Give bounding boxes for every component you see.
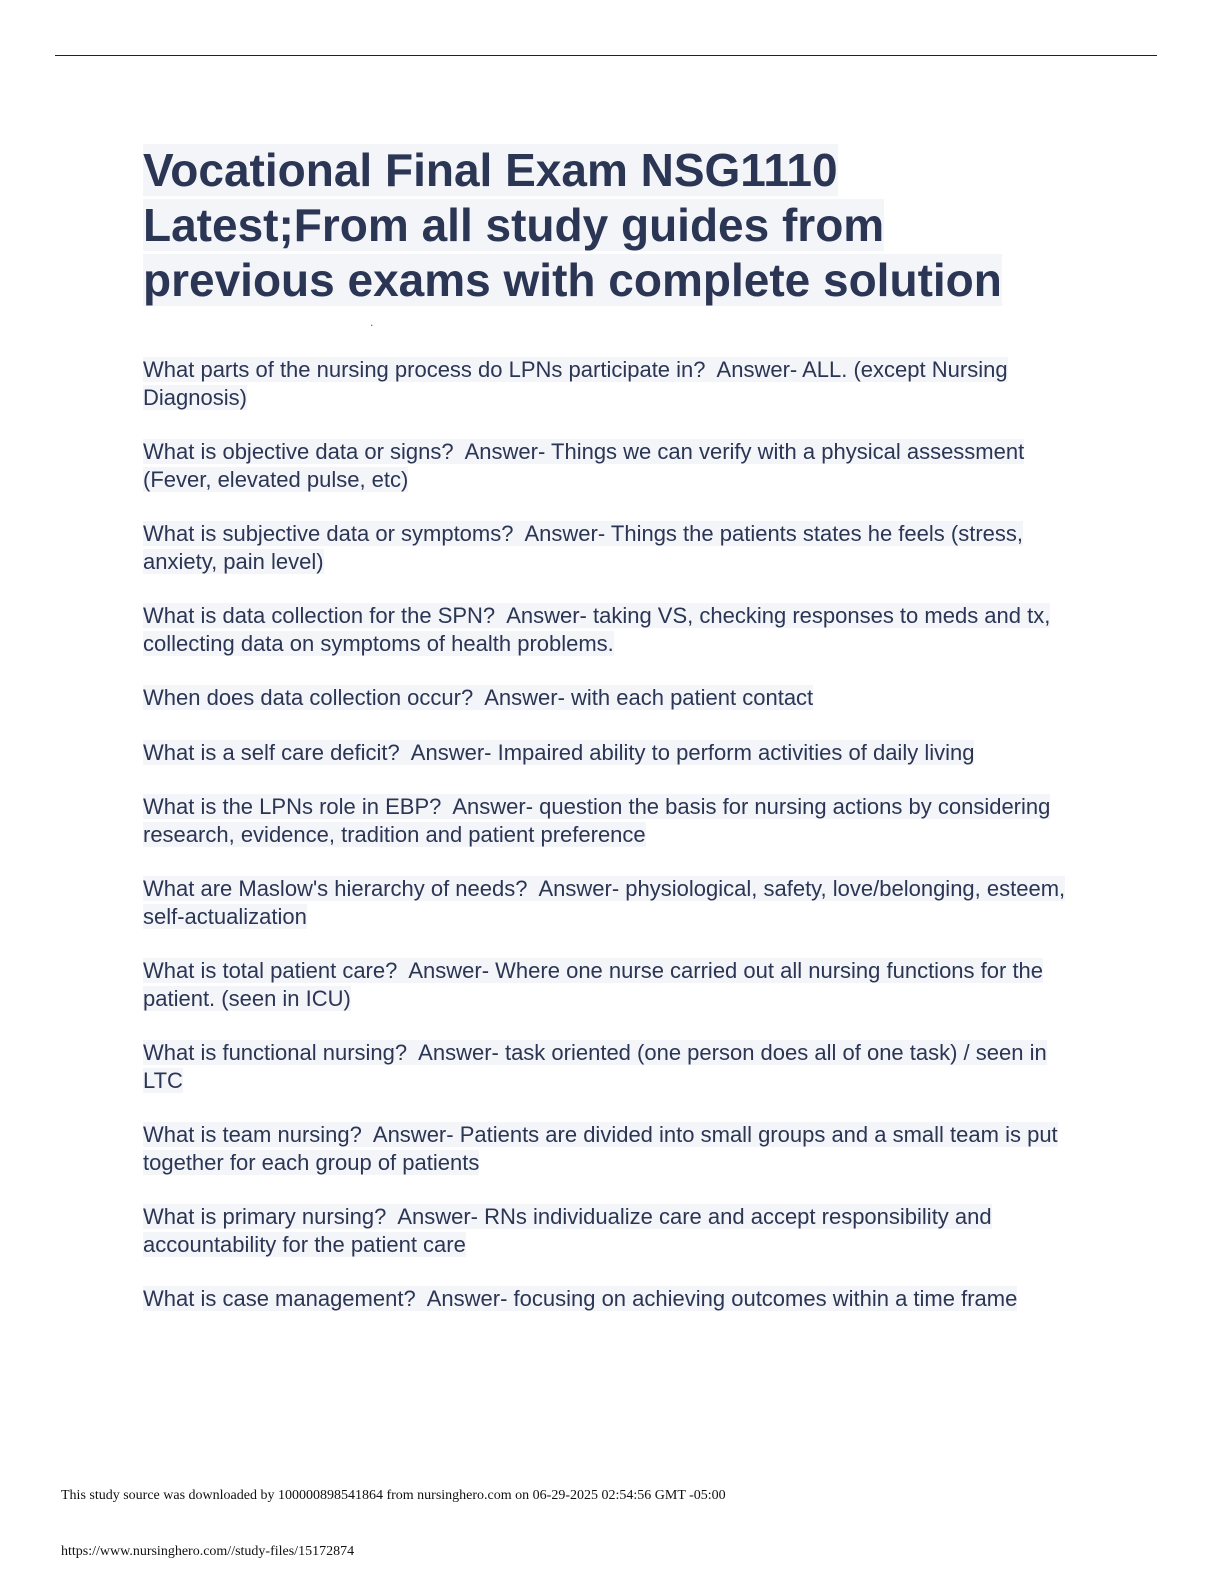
qa-question: What is the LPNs role in EBP?: [143, 794, 442, 819]
qa-question: What is subjective data or symptoms?: [143, 521, 514, 546]
qa-answer: Answer- Where one nurse carried out all nursing functions for the patient. (seen in ICU): [143, 958, 1044, 1011]
qa-item: [143, 356, 1083, 411]
qa-item: [143, 957, 1083, 1012]
qa-item: [143, 520, 1083, 575]
qa-item: [143, 1121, 1083, 1176]
qa-answer: Answer- focusing on achieving outcomes within a time frame: [426, 1286, 1018, 1311]
qa-answer: Answer- Things we can verify with a physical assessment (Fever, elevated pulse, etc): [143, 439, 1025, 492]
document-body: [143, 143, 1083, 1340]
qa-question: What is total patient care?: [143, 958, 398, 983]
qa-item: [143, 1285, 1083, 1313]
qa-question: What is team nursing?: [143, 1122, 362, 1147]
qa-question: What are Maslow's hierarchy of needs?: [143, 876, 528, 901]
qa-question: What is data collection for the SPN?: [143, 603, 496, 628]
qa-question: What parts of the nursing process do LPNs participate in?: [143, 357, 706, 382]
qa-answer: Answer- Impaired ability to perform activities of daily living: [410, 739, 975, 765]
qa-answer: Answer- question the basis for nursing actions by considering research, evidence, tradition and patient preference: [143, 794, 1051, 847]
document-title: [143, 143, 1083, 308]
qa-question: When does data collection occur?: [143, 685, 474, 710]
qa-question: What is objective data or signs?: [143, 439, 454, 464]
qa-list: [143, 356, 1083, 1313]
qa-item: [143, 438, 1083, 493]
header-rule: [55, 55, 1157, 56]
qa-answer: Answer- RNs individualize care and accept responsibility and accountability for the patient care: [143, 1204, 992, 1257]
qa-answer: Answer- taking VS, checking responses to meds and tx, collecting data on symptoms of health problems.: [143, 603, 1051, 656]
qa-item: [143, 739, 1083, 767]
qa-answer: Answer- Things the patients states he feels (stress, anxiety, pain level): [143, 521, 1023, 574]
qa-item: [143, 1039, 1083, 1094]
qa-question: What is case management?: [143, 1286, 416, 1311]
qa-answer: Answer- task oriented (one person does all of one task) / seen in LTC: [143, 1040, 1047, 1093]
qa-item: [143, 793, 1083, 848]
qa-item: [143, 684, 1083, 712]
qa-question: What is a self care deficit?: [143, 739, 400, 765]
footer-source-note: This study source was downloaded by 100000898541864 from nursinghero.com on 06-29-2025 02:54:56 GMT -05:00: [61, 1488, 726, 1503]
qa-answer: Answer- Patients are divided into small groups and a small team is put together for each group of patients: [143, 1122, 1058, 1175]
document-title-text: Vocational Final Exam NSG1110 Latest;From all study guides from previous exams with complete solution: [143, 144, 1002, 306]
qa-answer: Answer- ALL. (except Nursing Diagnosis): [143, 357, 1008, 410]
qa-item: [143, 602, 1083, 657]
qa-question: What is primary nursing?: [143, 1204, 387, 1229]
qa-answer: Answer- physiological, safety, love/belonging, esteem, self-actualization: [143, 876, 1066, 929]
footer-url: https://www.nursinghero.com//study-files/15172874: [61, 1544, 355, 1559]
title-dot: .: [370, 315, 374, 329]
qa-question: What is functional nursing?: [143, 1040, 408, 1065]
qa-item: [143, 1203, 1083, 1258]
qa-answer: Answer- with each patient contact: [484, 685, 814, 710]
qa-item: [143, 875, 1083, 930]
